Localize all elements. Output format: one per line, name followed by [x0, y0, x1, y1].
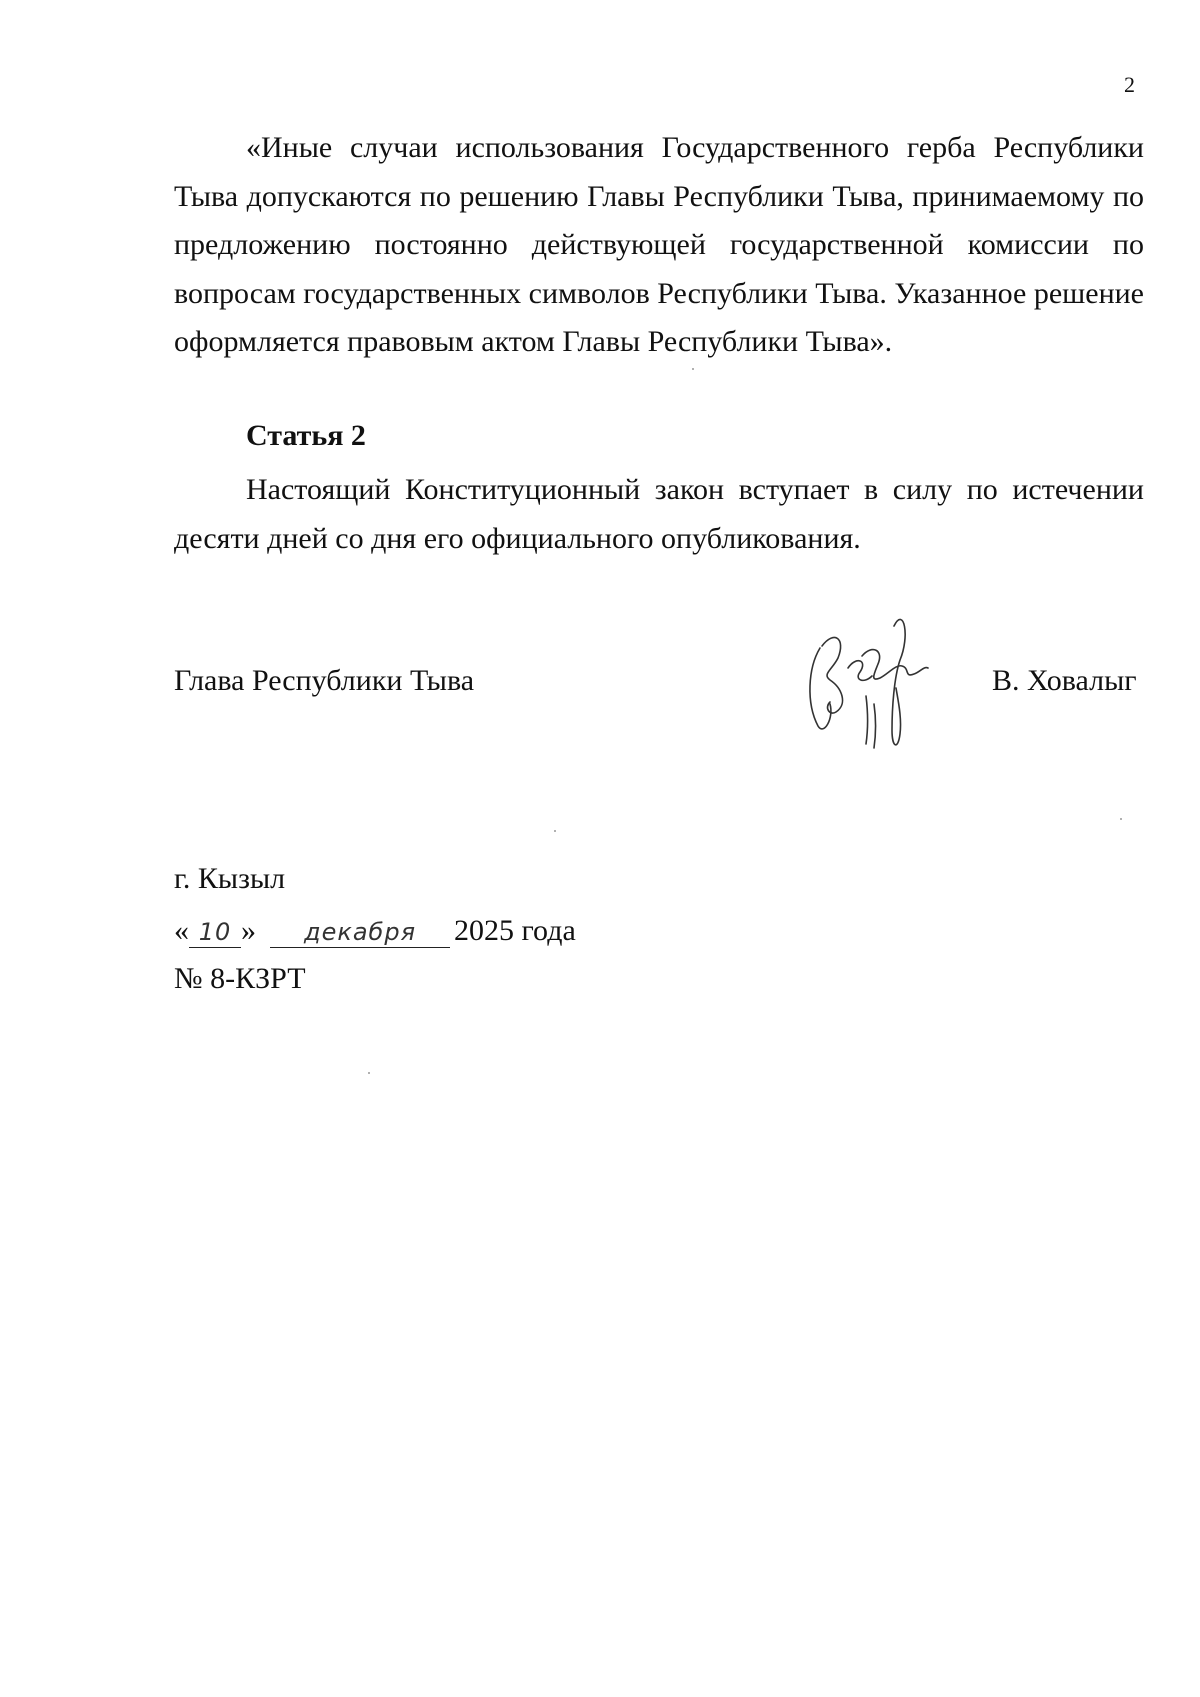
paragraph-entry-into-force: Настоящий Конституционный закон вступает в силу по истечении десяти дней со дня его официального опубликования.: [174, 473, 1144, 555]
paragraph-amendment-text: «Иные случаи использования Государственного герба Республики Тыва допускаются по решению Главы Республики Тыва, принимаемому по предложению постоянно действующей государственной комиссии по вопросам государственных символов Республики Тыва. Указанное решение оформляется правовым актом Главы Республики Тыва».: [174, 131, 1144, 358]
signatory-title: Глава Республики Тыва: [174, 664, 475, 697]
page-number: 2: [1124, 72, 1135, 97]
scan-speck: [692, 368, 694, 370]
date-close-quote: »: [241, 914, 256, 947]
scan-speck: [554, 830, 556, 832]
place-of-signing: г. Кызыл: [174, 862, 286, 895]
article-heading: Статья 2: [246, 419, 366, 452]
signatory-name: В. Ховалыг: [992, 664, 1137, 697]
date-year: 2025 года: [454, 914, 576, 947]
handwritten-signature: [800, 608, 940, 758]
law-number: № 8-КЗРТ: [174, 962, 306, 995]
scan-speck: [1120, 818, 1122, 820]
date-day-handwritten: 10: [189, 917, 241, 948]
signing-date: [174, 914, 576, 948]
date-open-quote: «: [174, 914, 189, 947]
scan-speck: [368, 1072, 370, 1074]
date-month-handwritten: декабря: [270, 917, 450, 948]
